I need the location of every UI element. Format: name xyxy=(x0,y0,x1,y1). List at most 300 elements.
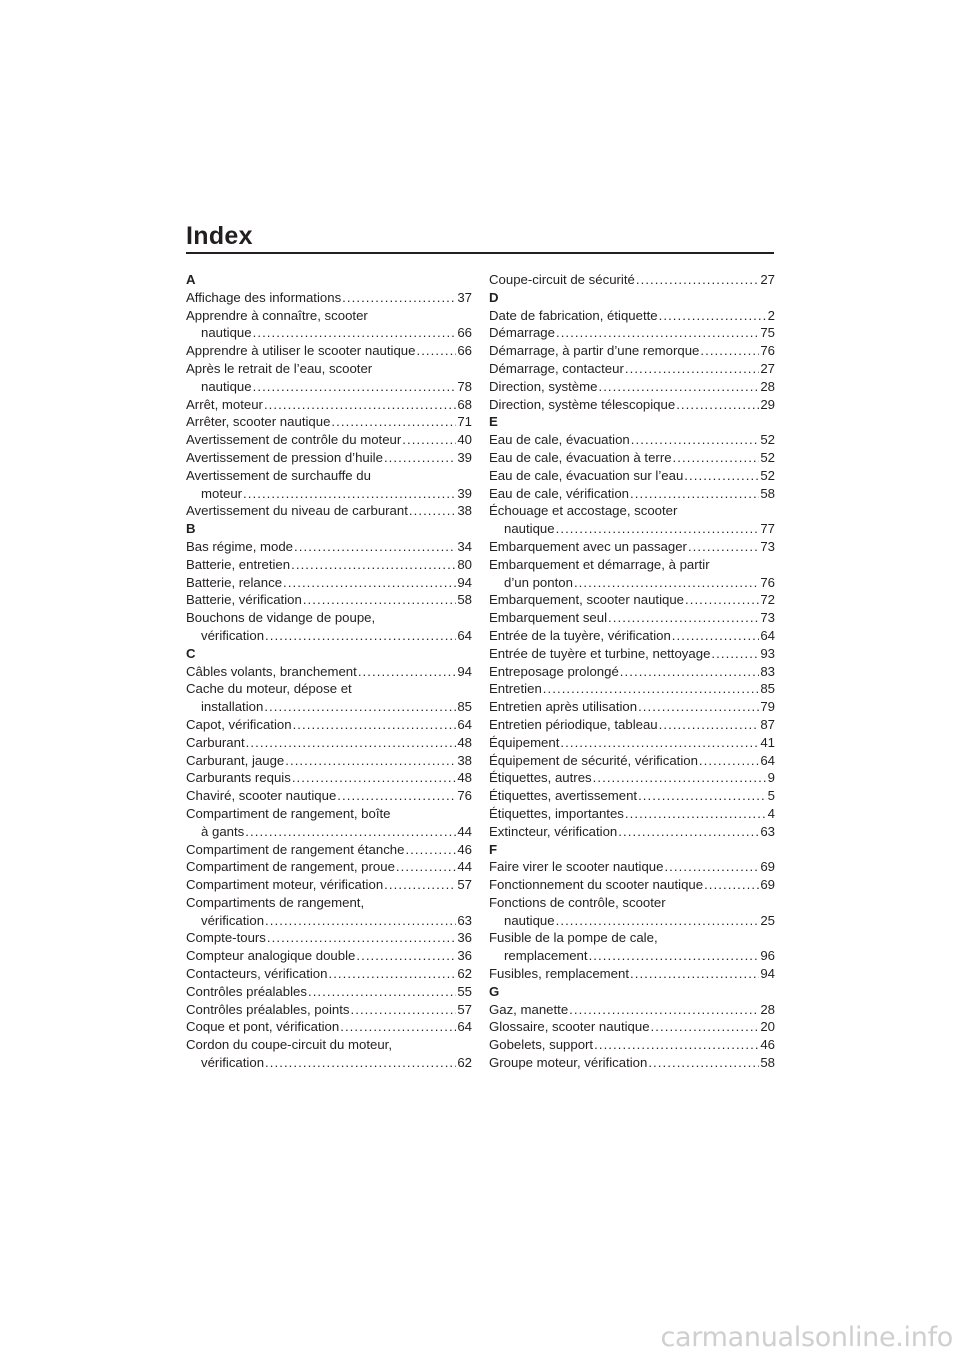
index-entry xyxy=(186,485,472,503)
index-entry-page: 37 xyxy=(457,289,472,305)
index-entry-label: Eau de cale, évacuation à terre xyxy=(489,449,672,465)
index-entry xyxy=(186,413,472,431)
index-entry-page: 66 xyxy=(457,343,472,359)
dot-leader xyxy=(396,858,456,876)
index-entry-label: Bas régime, mode xyxy=(186,538,294,554)
index-entry-label: Compartiment de rangement étanche xyxy=(186,841,405,857)
dot-leader xyxy=(303,591,457,609)
index-entry-label: Compartiment moteur, vérification xyxy=(186,877,384,893)
index-entry-label: Eau de cale, évacuation sur l’eau xyxy=(489,467,684,483)
dot-leader xyxy=(308,983,456,1001)
dot-leader xyxy=(594,1036,759,1054)
index-entry-page: 63 xyxy=(457,912,472,928)
index-entry-label: remplacement xyxy=(504,948,588,964)
index-entry-label: Batterie, vérification xyxy=(186,592,302,608)
index-entry xyxy=(489,591,775,609)
index-entry-label: Faire virer le scooter nautique xyxy=(489,859,664,875)
index-entry-line: Compartiments de rangement, xyxy=(186,894,365,910)
index-entry xyxy=(186,716,472,734)
dot-leader xyxy=(711,645,759,663)
index-entry-label: d’un ponton xyxy=(504,574,573,590)
dot-leader xyxy=(328,965,456,983)
watermark: carmanualsonline.info xyxy=(660,1322,953,1353)
index-entry xyxy=(186,663,472,681)
dot-leader xyxy=(638,787,767,805)
index-entry xyxy=(186,823,472,841)
index-entry-label: Équipement xyxy=(489,734,560,750)
dot-leader xyxy=(676,396,759,414)
dot-leader xyxy=(625,805,767,823)
index-entry xyxy=(186,1018,472,1036)
index-entry xyxy=(186,858,472,876)
index-entry xyxy=(186,769,472,787)
index-letter-heading: A xyxy=(186,272,196,287)
index-entry-page: 20 xyxy=(760,1019,775,1035)
index-entry-label: nautique xyxy=(201,325,252,341)
index-entry-page: 57 xyxy=(457,1001,472,1017)
index-entry-page: 4 xyxy=(767,805,775,821)
index-entry-page: 39 xyxy=(457,485,472,501)
dot-leader xyxy=(556,324,759,342)
dot-leader xyxy=(688,538,759,556)
index-entry-label: Entretien après utilisation xyxy=(489,699,638,715)
index-entry xyxy=(489,1036,775,1054)
index-entry-label: Glossaire, scooter nautique xyxy=(489,1019,650,1035)
dot-leader xyxy=(416,342,456,360)
index-entry-label: Capot, vérification xyxy=(186,716,292,732)
index-letter-heading: D xyxy=(489,289,499,305)
index-column-left xyxy=(186,271,472,1072)
index-entry-page: 94 xyxy=(457,574,472,590)
index-entry-label: Carburants requis xyxy=(186,770,291,786)
index-entry xyxy=(489,520,775,538)
index-entry-page: 69 xyxy=(760,877,775,893)
index-entry xyxy=(489,698,775,716)
index-entry xyxy=(489,271,775,289)
index-entry-page: 80 xyxy=(457,556,472,572)
index-entry xyxy=(489,912,775,930)
dot-leader xyxy=(337,787,456,805)
index-letter-heading: C xyxy=(186,645,196,661)
index-entry-label: Apprendre à utiliser le scooter nautique xyxy=(186,343,416,359)
index-entry-label: vérification xyxy=(201,1055,265,1071)
index-entry-label: vérification xyxy=(201,912,265,928)
index-entry xyxy=(489,716,775,734)
index-entry-label: nautique xyxy=(504,912,555,928)
index-entry-label: Carburant, jauge xyxy=(186,752,285,768)
index-entry xyxy=(489,627,775,645)
index-entry xyxy=(489,734,775,752)
dot-leader xyxy=(384,449,456,467)
index-entry xyxy=(186,378,472,396)
index-entry-page: 25 xyxy=(760,912,775,928)
index-entry-page: 52 xyxy=(760,432,775,448)
dot-leader xyxy=(246,734,457,752)
dot-leader xyxy=(253,324,457,342)
index-entry-page: 44 xyxy=(457,823,472,839)
index-entry xyxy=(186,324,472,342)
index-entry xyxy=(489,378,775,396)
dot-leader xyxy=(560,734,759,752)
dot-leader xyxy=(672,627,760,645)
dot-leader xyxy=(569,1001,759,1019)
index-entry-page: 27 xyxy=(760,272,775,287)
index-entry-page: 76 xyxy=(760,574,775,590)
index-entry xyxy=(186,1054,472,1072)
dot-leader xyxy=(293,716,457,734)
index-entry-label: Étiquettes, importantes xyxy=(489,805,624,821)
index-entry-page: 41 xyxy=(760,734,775,750)
index-entry-line: Apprendre à connaître, scooter xyxy=(186,307,368,323)
index-entry-page: 27 xyxy=(760,360,775,376)
index-entry-line: Bouchons de vidange de poupe, xyxy=(186,610,376,626)
index-entry-label: Démarrage xyxy=(489,325,555,341)
index-entry xyxy=(489,431,775,449)
index-entry-label: Affichage des informations xyxy=(186,289,342,305)
index-entry-page: 85 xyxy=(457,699,472,715)
index-entry-page: 2 xyxy=(767,307,775,323)
dot-leader xyxy=(283,574,456,592)
index-entry-label: Gaz, manette xyxy=(489,1001,569,1017)
index-entry-label: Carburant xyxy=(186,734,245,750)
index-entry xyxy=(489,1001,775,1019)
dot-leader xyxy=(340,1018,456,1036)
index-entry xyxy=(489,574,775,592)
dot-leader xyxy=(638,698,759,716)
index-entry-label: Coque et pont, vérification xyxy=(186,1019,340,1035)
index-entry-label: Entreposage prolongé xyxy=(489,663,619,679)
index-entry-page: 69 xyxy=(760,859,775,875)
index-entry xyxy=(186,787,472,805)
index-entry-label: Arrêt, moteur xyxy=(186,396,263,412)
index-entry-label: nautique xyxy=(201,378,252,394)
index-entry xyxy=(489,947,775,965)
index-entry-label: Embarquement seul xyxy=(489,610,608,626)
dot-leader xyxy=(356,947,456,965)
index-entry xyxy=(489,1054,775,1072)
index-entry xyxy=(186,734,472,752)
index-entry-page: 55 xyxy=(457,983,472,999)
dot-leader xyxy=(589,947,760,965)
index-entry-label: Contrôles préalables xyxy=(186,983,307,999)
dot-leader xyxy=(384,876,456,894)
index-entry-label: vérification xyxy=(201,627,265,643)
index-entry xyxy=(186,502,472,520)
index-entry-page: 94 xyxy=(457,663,472,679)
index-entry-line: Après le retrait de l’eau, scooter xyxy=(186,360,373,376)
index-entry-page: 85 xyxy=(760,681,775,697)
dot-leader xyxy=(699,752,759,770)
index-entry xyxy=(186,912,472,930)
dot-leader xyxy=(402,431,456,449)
index-entry-label: Gobelets, support xyxy=(489,1037,594,1053)
dot-leader xyxy=(292,769,457,787)
index-entry xyxy=(186,841,472,859)
index-entry-page: 73 xyxy=(760,610,775,626)
index-entry-line: Avertissement de surchauffe du xyxy=(186,467,371,483)
index-entry-line: Compartiment de rangement, boîte xyxy=(186,805,391,821)
index-entry xyxy=(489,396,775,414)
index-entry xyxy=(186,289,472,307)
index-entry-page: 46 xyxy=(457,841,472,857)
index-entry-page: 46 xyxy=(760,1037,775,1053)
index-entry-line: Cordon du coupe-circuit du moteur, xyxy=(186,1037,392,1053)
dot-leader xyxy=(285,752,456,770)
index-entry-page: 63 xyxy=(760,823,775,839)
index-entry-page: 5 xyxy=(767,788,775,804)
index-entry-label: Compteur analogique double xyxy=(186,948,356,964)
index-entry-label: Câbles volants, branchement xyxy=(186,663,357,679)
index-entry-page: 87 xyxy=(760,716,775,732)
index-entry-label: Démarrage, contacteur xyxy=(489,360,624,376)
index-entry-page: 38 xyxy=(457,752,472,768)
index-entry-page: 36 xyxy=(457,948,472,964)
index-entry-label: Étiquettes, avertissement xyxy=(489,788,638,804)
index-entry-page: 94 xyxy=(760,966,775,982)
index-entry-page: 57 xyxy=(457,877,472,893)
index-entry-page: 64 xyxy=(457,716,472,732)
index-entry-label: Entrée de la tuyère, vérification xyxy=(489,627,671,643)
index-entry-label: Équipement de sécurité, vérification xyxy=(489,752,698,768)
index-entry-label: nautique xyxy=(504,521,555,537)
index-entry xyxy=(186,698,472,716)
index-entry-label: Avertissement du niveau de carburant xyxy=(186,503,408,519)
index-entry xyxy=(489,680,775,698)
index-entry xyxy=(186,431,472,449)
index-entry xyxy=(186,556,472,574)
dot-leader xyxy=(700,342,759,360)
index-entry-page: 52 xyxy=(760,467,775,483)
index-entry-page: 64 xyxy=(760,752,775,768)
index-entry xyxy=(489,805,775,823)
index-entry-page: 29 xyxy=(760,396,775,412)
index-entry-label: Batterie, entretien xyxy=(186,556,291,572)
dot-leader xyxy=(294,538,456,556)
index-entry-page: 52 xyxy=(760,449,775,465)
index-entry-page: 62 xyxy=(457,966,472,982)
index-entry-label: installation xyxy=(201,699,264,715)
index-entry xyxy=(489,609,775,627)
index-entry xyxy=(489,876,775,894)
index-entry xyxy=(489,965,775,983)
dot-leader xyxy=(631,431,760,449)
index-entry-label: Batterie, relance xyxy=(186,574,283,590)
dot-leader xyxy=(543,680,760,698)
index-entry xyxy=(489,307,775,325)
index-entry-page: 9 xyxy=(767,770,775,786)
index-entry-line: Embarquement et démarrage, à partir xyxy=(489,556,710,572)
dot-leader xyxy=(620,663,760,681)
index-entry-page: 58 xyxy=(457,592,472,608)
index-entry-label: Compte-tours xyxy=(186,930,266,946)
index-entry-page: 36 xyxy=(457,930,472,946)
index-entry-label: moteur xyxy=(201,485,243,501)
index-entry xyxy=(186,752,472,770)
index-entry xyxy=(489,787,775,805)
dot-leader xyxy=(625,360,759,378)
dot-leader xyxy=(350,1001,456,1019)
dot-leader xyxy=(243,485,456,503)
index-entry-label: Avertissement de contrôle du moteur xyxy=(186,432,402,448)
dot-leader xyxy=(245,823,456,841)
index-entry-page: 75 xyxy=(760,325,775,341)
index-entry-page: 79 xyxy=(760,699,775,715)
index-entry-page: 76 xyxy=(457,788,472,804)
dot-leader xyxy=(593,769,767,787)
index-entry-label: Coupe-circuit de sécurité xyxy=(489,272,635,287)
index-entry-page: 58 xyxy=(760,1055,775,1071)
index-entry-page: 58 xyxy=(760,485,775,501)
index-entry-page: 48 xyxy=(457,734,472,750)
dot-leader xyxy=(556,912,760,930)
index-entry xyxy=(489,360,775,378)
index-entry xyxy=(186,983,472,1001)
index-entry-page: 48 xyxy=(457,770,472,786)
index-entry-label: Compartiment de rangement, proue xyxy=(186,859,395,875)
dot-leader xyxy=(608,609,759,627)
dot-leader xyxy=(673,449,760,467)
index-entry-page: 34 xyxy=(457,538,472,554)
dot-leader xyxy=(630,485,759,503)
dot-leader xyxy=(659,716,760,734)
index-entry-label: Date de fabrication, étiquette xyxy=(489,307,658,323)
index-letter-heading: F xyxy=(489,841,498,857)
index-entry-page: 39 xyxy=(457,449,472,465)
index-entry xyxy=(489,324,775,342)
dot-leader xyxy=(556,520,760,538)
index-entry xyxy=(186,449,472,467)
dot-leader xyxy=(265,1054,456,1072)
index-entry xyxy=(489,449,775,467)
dot-leader xyxy=(265,627,456,645)
index-entry xyxy=(186,538,472,556)
title-rule xyxy=(186,252,774,254)
dot-leader xyxy=(331,413,456,431)
index-entry-page: 72 xyxy=(760,592,775,608)
dot-leader xyxy=(574,574,759,592)
index-entry-page: 76 xyxy=(760,343,775,359)
index-entry xyxy=(186,591,472,609)
dot-leader xyxy=(264,396,456,414)
index-entry-line: Cache du moteur, dépose et xyxy=(186,681,352,697)
index-entry-page: 28 xyxy=(760,1001,775,1017)
index-entry xyxy=(489,538,775,556)
index-entry-page: 96 xyxy=(760,948,775,964)
index-entry-page: 28 xyxy=(760,378,775,394)
index-entry xyxy=(186,965,472,983)
index-entry-label: Direction, système xyxy=(489,378,598,394)
index-letter-heading: G xyxy=(489,983,500,999)
index-entry-label: Extincteur, vérification xyxy=(489,823,618,839)
index-entry xyxy=(489,823,775,841)
dot-leader xyxy=(409,502,456,520)
index-entry-page: 68 xyxy=(457,396,472,412)
index-letter-heading: B xyxy=(186,521,196,537)
index-entry-label: Chaviré, scooter nautique xyxy=(186,788,337,804)
index-entry-label: Contrôles préalables, points xyxy=(186,1001,350,1017)
index-letter-heading: E xyxy=(489,414,498,430)
index-entry xyxy=(186,876,472,894)
index-entry xyxy=(489,645,775,663)
index-entry xyxy=(489,752,775,770)
index-entry-label: Contacteurs, vérification xyxy=(186,966,328,982)
dot-leader xyxy=(342,289,456,307)
dot-leader xyxy=(664,858,759,876)
index-entry xyxy=(489,467,775,485)
index-entry-page: 78 xyxy=(457,378,472,394)
index-entry-label: Eau de cale, évacuation xyxy=(489,432,630,448)
index-entry-page: 38 xyxy=(457,503,472,519)
index-entry-page: 64 xyxy=(760,627,775,643)
index-entry-label: Eau de cale, vérification xyxy=(489,485,630,501)
index-entry-page: 64 xyxy=(457,1019,472,1035)
index-entry-label: Démarrage, à partir d’une remorque xyxy=(489,343,700,359)
index-entry-label: à gants xyxy=(201,823,245,839)
page-title: Index xyxy=(186,222,253,250)
index-entry-label: Avertissement de pression d’huile xyxy=(186,449,383,465)
index-entry-label: Arrêter, scooter nautique xyxy=(186,414,331,430)
index-entry xyxy=(489,663,775,681)
index-entry xyxy=(186,1001,472,1019)
dot-leader xyxy=(358,663,457,681)
index-entry-label: Groupe moteur, vérification xyxy=(489,1055,648,1071)
dot-leader xyxy=(618,823,759,841)
index-entry xyxy=(186,929,472,947)
index-entry-label: Embarquement avec un passager xyxy=(489,538,687,554)
dot-leader xyxy=(291,556,456,574)
dot-leader xyxy=(598,378,759,396)
dot-leader xyxy=(253,378,457,396)
index-entry xyxy=(186,574,472,592)
dot-leader xyxy=(405,841,456,859)
index-entry-page: 93 xyxy=(760,645,775,661)
dot-leader xyxy=(267,929,456,947)
index-entry xyxy=(186,342,472,360)
dot-leader xyxy=(685,591,759,609)
index-entry-page: 77 xyxy=(760,521,775,537)
index-entry-page: 73 xyxy=(760,538,775,554)
index-entry-label: Entrée de tuyère et turbine, nettoyage xyxy=(489,645,711,661)
index-entry xyxy=(489,1018,775,1036)
index-entry-label: Étiquettes, autres xyxy=(489,770,592,786)
index-entry xyxy=(186,947,472,965)
index-entry-line: Fonctions de contrôle, scooter xyxy=(489,894,666,910)
index-entry-page: 62 xyxy=(457,1055,472,1071)
index-entry-page: 71 xyxy=(457,414,472,430)
dot-leader xyxy=(704,876,759,894)
index-entry-label: Fusibles, remplacement xyxy=(489,966,629,982)
index-entry-label: Entretien périodique, tableau xyxy=(489,716,658,732)
index-entry-label: Fonctionnement du scooter nautique xyxy=(489,877,704,893)
dot-leader xyxy=(636,271,759,289)
index-entry xyxy=(489,342,775,360)
index-entry-page: 83 xyxy=(760,663,775,679)
index-entry-page: 66 xyxy=(457,325,472,341)
dot-leader xyxy=(651,1018,760,1036)
dot-leader xyxy=(684,467,759,485)
dot-leader xyxy=(264,698,456,716)
index-entry xyxy=(186,396,472,414)
dot-leader xyxy=(648,1054,759,1072)
index-entry-label: Entretien xyxy=(489,681,542,697)
index-entry-page: 64 xyxy=(457,627,472,643)
dot-leader xyxy=(265,912,456,930)
index-entry-page: 44 xyxy=(457,859,472,875)
index-entry xyxy=(489,858,775,876)
index-entry-label: Embarquement, scooter nautique xyxy=(489,592,684,608)
index-column-right xyxy=(489,271,775,1072)
index-entry xyxy=(489,769,775,787)
